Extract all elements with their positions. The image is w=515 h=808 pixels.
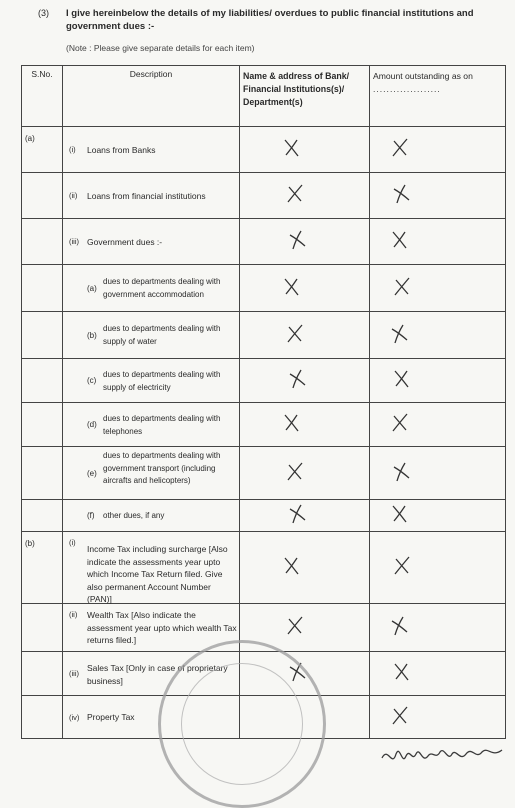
row-sno: (a): [22, 127, 63, 173]
cross-mark-icon: [389, 615, 411, 637]
section-heading: I give hereinbelow the details of my liabilities/ overdues to public financial institutions and government dues :-: [66, 8, 474, 32]
cross-mark-icon: [284, 615, 306, 637]
row-letter: (d): [87, 420, 97, 429]
row-letter: (a): [87, 284, 97, 293]
row-text: dues to departments dealing with government accommodation: [103, 277, 221, 299]
row-description: [63, 312, 240, 359]
row-text: Income Tax including surcharge [Also indicate the assessments year upto which Income Tax Return filed. Give also permanent Account Number (PAN)]: [87, 544, 228, 604]
row-amount: [370, 500, 506, 532]
cross-mark-icon: [287, 368, 309, 390]
table-row: [22, 447, 506, 500]
cross-mark-icon: [389, 503, 411, 525]
cross-mark-icon: [391, 183, 413, 205]
row-letter: (c): [87, 376, 97, 385]
cross-mark-icon: [391, 276, 413, 298]
row-bank: [240, 219, 370, 265]
row-description: [63, 359, 240, 403]
row-amount: [370, 447, 506, 500]
row-letter: (f): [87, 511, 95, 520]
handwritten-signature: [378, 738, 510, 772]
row-number: (i): [69, 145, 76, 154]
cross-mark-icon: [391, 368, 413, 390]
cross-mark-icon: [284, 323, 306, 345]
row-letter: (e): [87, 469, 97, 478]
row-amount: [370, 359, 506, 403]
cross-mark-icon: [281, 276, 303, 298]
header-bank: Name & address of Bank/ Financial Institutions(s)/ Department(s): [240, 66, 370, 127]
row-sno: [22, 652, 63, 696]
table-row: [22, 532, 506, 604]
section-note: (Note : Please give separate details for each item): [66, 43, 255, 53]
table-row: [22, 173, 506, 219]
row-text: dues to departments dealing with supply of electricity: [103, 370, 221, 392]
official-seal: [158, 640, 326, 808]
row-number: (ii): [69, 610, 78, 619]
row-description: [63, 500, 240, 532]
row-sno: [22, 500, 63, 532]
row-amount: [370, 265, 506, 312]
row-bank: [240, 447, 370, 500]
row-sno: [22, 403, 63, 447]
row-description: [63, 265, 240, 312]
row-text: Sales Tax [Only in case of proprietary business]: [87, 663, 228, 686]
row-text: Wealth Tax [Also indicate the assessment year upto which wealth Tax returns filed.]: [87, 610, 237, 645]
row-amount: [370, 127, 506, 173]
row-letter: (b): [87, 331, 97, 340]
row-bank: [240, 127, 370, 173]
row-number: (i): [69, 538, 76, 547]
row-bank: [240, 312, 370, 359]
row-bank: [240, 173, 370, 219]
liabilities-table: [21, 65, 506, 739]
row-amount: [370, 532, 506, 604]
header-amount-label: Amount outstanding as on: [373, 71, 473, 81]
row-bank: [240, 403, 370, 447]
row-text: dues to departments dealing with government transport (including aircrafts and helicopters): [103, 451, 221, 485]
cross-mark-icon: [281, 412, 303, 434]
row-description: [63, 127, 240, 173]
row-text: other dues, if any: [103, 511, 165, 520]
row-amount: [370, 173, 506, 219]
row-sno: [22, 696, 63, 739]
section-number: (3): [38, 8, 49, 18]
row-sno: [22, 359, 63, 403]
table-row: [22, 359, 506, 403]
row-number: (iv): [69, 713, 80, 722]
cross-mark-icon: [389, 229, 411, 251]
row-amount: [370, 652, 506, 696]
table-row: [22, 500, 506, 532]
header-description: Description: [63, 66, 240, 127]
row-bank: [240, 359, 370, 403]
table-header-row: [22, 66, 506, 127]
row-bank: [240, 532, 370, 604]
table-row: [22, 312, 506, 359]
row-description: [63, 532, 240, 604]
row-text: Government dues :-: [87, 237, 163, 247]
cross-mark-icon: [389, 137, 411, 159]
cross-mark-icon: [389, 705, 411, 727]
cross-mark-icon: [389, 323, 411, 345]
cross-mark-icon: [284, 461, 306, 483]
cross-mark-icon: [391, 461, 413, 483]
row-text: Loans from financial institutions: [87, 191, 206, 201]
header-amount: [370, 66, 506, 127]
table-row: [22, 219, 506, 265]
cross-mark-icon: [391, 661, 413, 683]
row-sno: (b): [22, 532, 63, 604]
cross-mark-icon: [281, 555, 303, 577]
table-row: [22, 127, 506, 173]
cross-mark-icon: [287, 229, 309, 251]
row-text: Property Tax: [87, 712, 135, 722]
row-text: Loans from Banks: [87, 145, 156, 155]
row-amount: [370, 604, 506, 652]
row-text: dues to departments dealing with telephones: [103, 414, 221, 436]
row-number: (iii): [69, 669, 79, 678]
cross-mark-icon: [391, 555, 413, 577]
table-row: [22, 403, 506, 447]
cross-mark-icon: [284, 183, 306, 205]
row-sno: [22, 173, 63, 219]
row-description: [63, 219, 240, 265]
row-description: [63, 173, 240, 219]
row-amount: [370, 219, 506, 265]
table-row: [22, 265, 506, 312]
row-number: (iii): [69, 237, 79, 246]
cross-mark-icon: [281, 137, 303, 159]
row-amount: [370, 312, 506, 359]
cross-mark-icon: [389, 412, 411, 434]
row-bank: [240, 265, 370, 312]
row-text: dues to departments dealing with supply of water: [103, 324, 221, 346]
row-amount: [370, 403, 506, 447]
row-sno: [22, 265, 63, 312]
row-amount: [370, 696, 506, 739]
row-sno: [22, 219, 63, 265]
row-bank: [240, 500, 370, 532]
header-amount-dots: ....................: [373, 84, 441, 94]
row-sno: [22, 447, 63, 500]
cross-mark-icon: [287, 503, 309, 525]
row-sno: [22, 604, 63, 652]
row-number: (ii): [69, 191, 78, 200]
row-description: [63, 447, 240, 500]
row-sno: [22, 312, 63, 359]
header-sno: S.No.: [22, 66, 63, 127]
row-description: [63, 403, 240, 447]
